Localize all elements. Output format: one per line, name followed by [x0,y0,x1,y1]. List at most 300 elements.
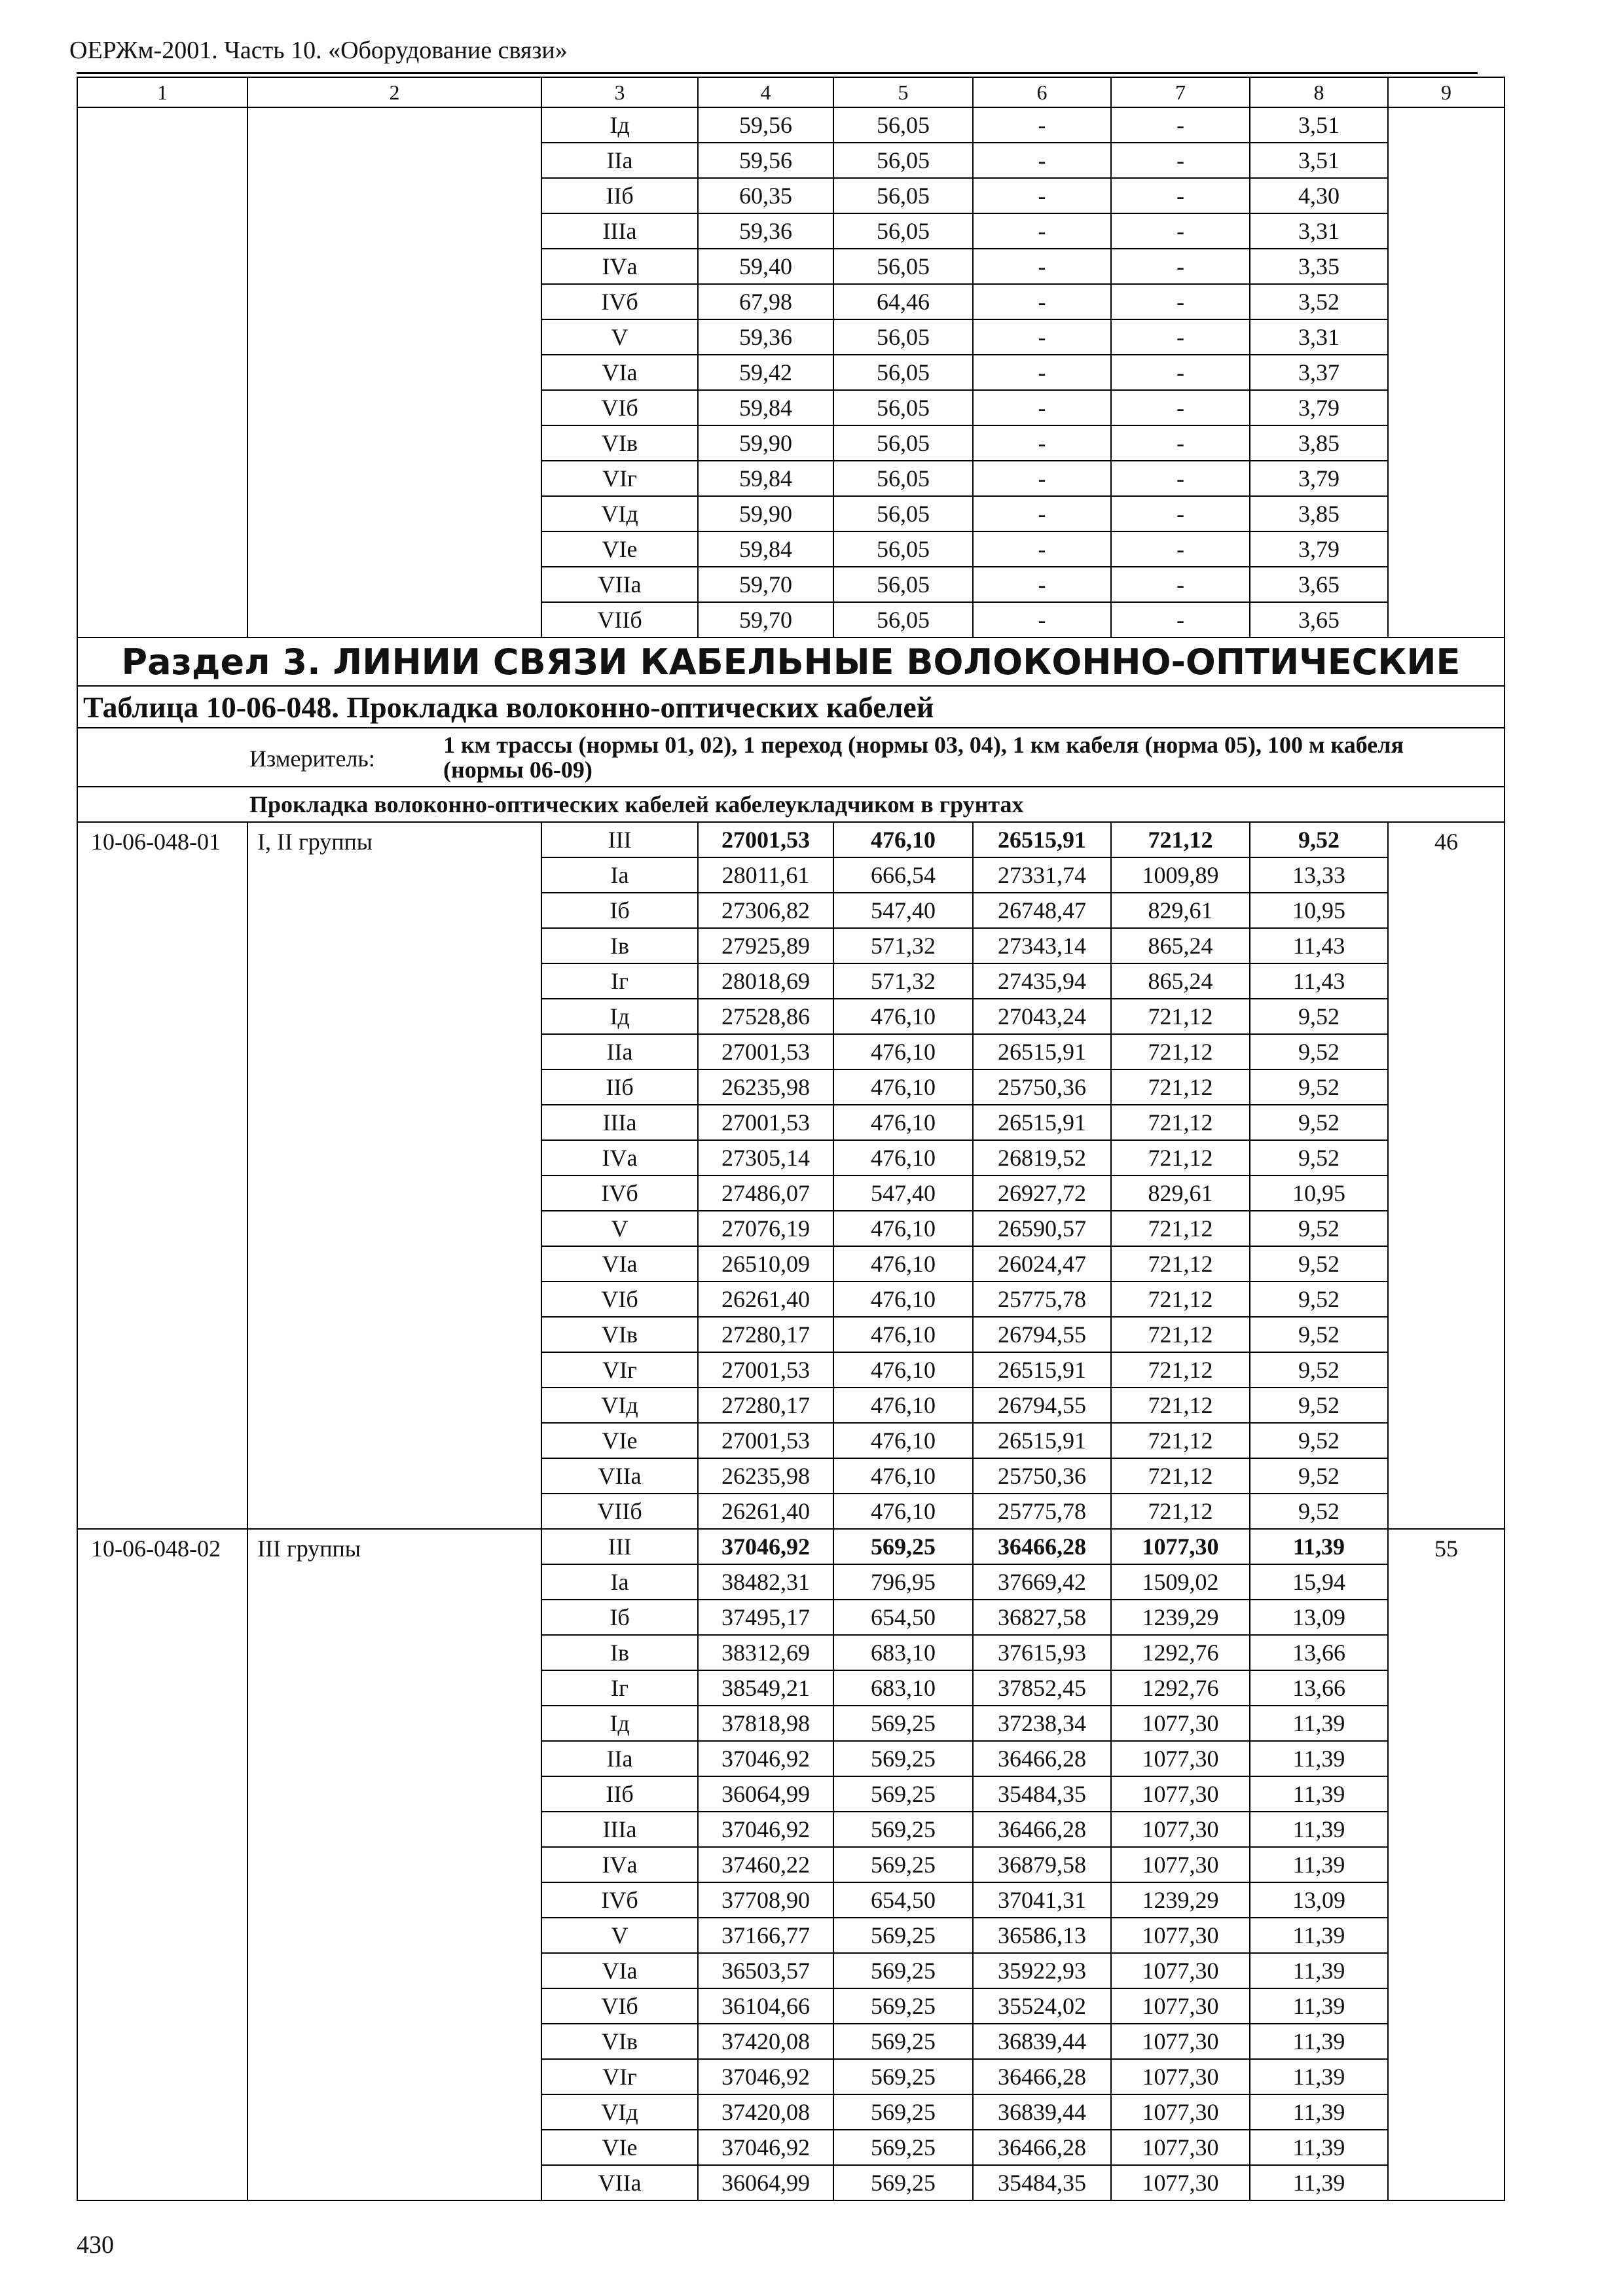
value-cell: 11,39 [1250,1847,1388,1882]
zone-cell: IVа [541,1847,698,1882]
value-cell: 25750,36 [973,1458,1111,1494]
zone-cell: VIв [541,425,698,461]
value-cell: - [1111,496,1250,531]
value-cell: 27001,53 [698,1423,833,1458]
value-cell: 1077,30 [1111,1812,1250,1847]
value-cell: 721,12 [1111,999,1250,1034]
value-cell: 1077,30 [1111,1918,1250,1953]
zone-cell: IIб [541,1776,698,1812]
value-cell: 10,95 [1250,1175,1388,1211]
value-cell: 37495,17 [698,1600,833,1635]
value-cell: 569,25 [833,1847,973,1882]
value-cell: 38549,21 [698,1670,833,1706]
value-cell: 36064,99 [698,2165,833,2200]
value-cell: 476,10 [833,1388,973,1423]
zone-cell: IIа [541,1034,698,1069]
value-cell: - [1111,567,1250,602]
value-cell: 865,24 [1111,963,1250,999]
value-cell: 9,52 [1250,1423,1388,1458]
value-cell: 26261,40 [698,1494,833,1529]
value-cell: 35922,93 [973,1953,1111,1988]
measure-block [78,728,1504,786]
value-cell: 27001,53 [698,1352,833,1388]
top-col9-cell [1388,107,1504,637]
value-cell: 9,52 [1250,1105,1388,1140]
value-cell: 476,10 [833,1352,973,1388]
table-row [77,107,1504,143]
table-row [77,1529,1504,1564]
zone-cell: IIа [541,1741,698,1776]
col9-value: 46 [1388,822,1504,1529]
value-cell: 64,46 [833,284,973,319]
zone-cell: VIг [541,2059,698,2094]
value-cell: 476,10 [833,1105,973,1140]
zone-cell: VIе [541,1423,698,1458]
value-cell: 27043,24 [973,999,1111,1034]
zone-cell: Iг [541,1670,698,1706]
value-cell: 476,10 [833,1458,973,1494]
value-cell: 27076,19 [698,1211,833,1246]
value-cell: 9,52 [1250,822,1388,857]
value-cell: 15,94 [1250,1564,1388,1600]
column-number-6: 6 [973,77,1111,107]
value-cell: 27306,82 [698,893,833,928]
value-cell: 569,25 [833,2094,973,2130]
value-cell: 569,25 [833,1812,973,1847]
value-cell: 721,12 [1111,822,1250,857]
value-cell: 11,39 [1250,2165,1388,2200]
value-cell: 37046,92 [698,2130,833,2165]
value-cell: 26235,98 [698,1069,833,1105]
value-cell: 26261,40 [698,1282,833,1317]
value-cell: - [1111,249,1250,284]
value-cell: 569,25 [833,2059,973,2094]
zone-cell: VIа [541,1953,698,1988]
value-cell: 721,12 [1111,1105,1250,1140]
value-cell: 3,51 [1250,107,1388,143]
value-cell: - [973,284,1111,319]
value-cell: 27001,53 [698,822,833,857]
value-cell: 36827,58 [973,1600,1111,1635]
value-cell: 36839,44 [973,2094,1111,2130]
value-cell: 9,52 [1250,1034,1388,1069]
value-cell: 11,39 [1250,2024,1388,2059]
value-cell: 37041,31 [973,1882,1111,1918]
value-cell: 10,95 [1250,893,1388,928]
value-cell: 37046,92 [698,2059,833,2094]
column-number-1: 1 [77,77,247,107]
rates-table [77,77,1505,2201]
value-cell: 27001,53 [698,1034,833,1069]
value-cell: - [1111,107,1250,143]
value-cell: 569,25 [833,1776,973,1812]
value-cell: 721,12 [1111,1211,1250,1246]
zone-cell: VIе [541,2130,698,2165]
value-cell: 11,39 [1250,1529,1388,1564]
value-cell: 37818,98 [698,1706,833,1741]
column-number-4: 4 [698,77,833,107]
group-name: III группы [247,1529,541,2200]
zone-cell: VIIб [541,602,698,637]
zone-cell: VIг [541,1352,698,1388]
value-cell: 683,10 [833,1635,973,1670]
column-number-2: 2 [247,77,541,107]
zone-cell: VIа [541,1246,698,1282]
value-cell: 26235,98 [698,1458,833,1494]
value-cell: 1239,29 [1111,1600,1250,1635]
value-cell: 683,10 [833,1670,973,1706]
value-cell: - [1111,213,1250,249]
value-cell: 37615,93 [973,1635,1111,1670]
value-cell: 56,05 [833,567,973,602]
zone-cell: Iб [541,1600,698,1635]
value-cell: 59,90 [698,496,833,531]
value-cell: 721,12 [1111,1140,1250,1175]
value-cell: 721,12 [1111,1494,1250,1529]
value-cell: 9,52 [1250,999,1388,1034]
value-cell: 721,12 [1111,1423,1250,1458]
zone-cell: VIд [541,1388,698,1423]
value-cell: 26748,47 [973,893,1111,928]
value-cell: 35524,02 [973,1988,1111,2024]
value-cell: 26510,09 [698,1246,833,1282]
value-cell: 476,10 [833,1423,973,1458]
value-cell: 1009,89 [1111,857,1250,893]
value-cell: 9,52 [1250,1069,1388,1105]
value-cell: 67,98 [698,284,833,319]
value-cell: 38482,31 [698,1564,833,1600]
column-number-9: 9 [1388,77,1504,107]
measure-text: 1 км трассы (нормы 01, 02), 1 переход (нормы 03, 04), 1 км кабеля (норма 05), 100 м кабеля (нормы 06-09) [443,732,1404,783]
value-cell: 9,52 [1250,1246,1388,1282]
header-rule [77,72,1478,74]
value-cell: 27528,86 [698,999,833,1034]
value-cell: 59,84 [698,390,833,425]
value-cell: 476,10 [833,1034,973,1069]
value-cell: 27280,17 [698,1388,833,1423]
value-cell: - [1111,390,1250,425]
value-cell: 59,56 [698,107,833,143]
value-cell: 4,30 [1250,178,1388,213]
value-cell: 27001,53 [698,1105,833,1140]
value-cell: - [973,319,1111,355]
zone-cell: IVб [541,284,698,319]
value-cell: 56,05 [833,461,973,496]
value-cell: 56,05 [833,531,973,567]
value-cell: 9,52 [1250,1317,1388,1352]
value-cell: 11,39 [1250,1776,1388,1812]
value-cell: 36466,28 [973,1741,1111,1776]
zone-cell: VIв [541,2024,698,2059]
value-cell: 1077,30 [1111,1847,1250,1882]
value-cell: 666,54 [833,857,973,893]
value-cell: 9,52 [1250,1352,1388,1388]
group-name: I, II группы [247,822,541,1529]
value-cell: - [1111,319,1250,355]
section-heading: Раздел 3. ЛИНИИ СВЯЗИ КАБЕЛЬНЫЕ ВОЛОКОННО-ОПТИЧЕСКИЕ [77,637,1504,686]
value-cell: 569,25 [833,1953,973,1988]
value-cell: 1077,30 [1111,1988,1250,2024]
value-cell: 569,25 [833,2024,973,2059]
value-cell: 27925,89 [698,928,833,963]
value-cell: 547,40 [833,893,973,928]
value-cell: 37852,45 [973,1670,1111,1706]
value-cell: 56,05 [833,355,973,390]
rate-code: 10-06-048-02 [77,1529,247,2200]
value-cell: 59,42 [698,355,833,390]
value-cell: 1292,76 [1111,1635,1250,1670]
value-cell: 37238,34 [973,1706,1111,1741]
value-cell: 59,70 [698,567,833,602]
value-cell: 476,10 [833,1494,973,1529]
zone-cell: IVа [541,249,698,284]
value-cell: 13,09 [1250,1600,1388,1635]
value-cell: 9,52 [1250,1494,1388,1529]
value-cell: 9,52 [1250,1282,1388,1317]
column-number-8: 8 [1250,77,1388,107]
zone-cell: Iд [541,999,698,1034]
value-cell: 569,25 [833,1988,973,2024]
value-cell: 569,25 [833,1918,973,1953]
zone-cell: VIе [541,531,698,567]
value-cell: 13,33 [1250,857,1388,893]
zone-cell: VIIа [541,1458,698,1494]
value-cell: 11,39 [1250,1706,1388,1741]
value-cell: - [973,461,1111,496]
value-cell: 36466,28 [973,1529,1111,1564]
value-cell: 569,25 [833,1529,973,1564]
value-cell: - [973,107,1111,143]
value-cell: - [973,355,1111,390]
value-cell: 37420,08 [698,2094,833,2130]
value-cell: 3,85 [1250,496,1388,531]
value-cell: 3,51 [1250,143,1388,178]
value-cell: 3,65 [1250,602,1388,637]
value-cell: 9,52 [1250,1458,1388,1494]
value-cell: 3,79 [1250,531,1388,567]
value-cell: 569,25 [833,1706,973,1741]
value-cell: 11,39 [1250,1918,1388,1953]
value-cell: 59,40 [698,249,833,284]
zone-cell: IIIа [541,1105,698,1140]
zone-cell: Iд [541,1706,698,1741]
value-cell: 3,85 [1250,425,1388,461]
value-cell: 11,39 [1250,1812,1388,1847]
value-cell: 36466,28 [973,1812,1111,1847]
value-cell: 476,10 [833,1211,973,1246]
value-cell: 11,43 [1250,928,1388,963]
value-cell: - [973,178,1111,213]
value-cell: 25775,78 [973,1494,1111,1529]
value-cell: 3,37 [1250,355,1388,390]
subtitle-row [77,787,1504,822]
value-cell: 654,50 [833,1600,973,1635]
value-cell: 721,12 [1111,1282,1250,1317]
value-cell: 13,66 [1250,1635,1388,1670]
col9-value: 55 [1388,1529,1504,2200]
value-cell: 1292,76 [1111,1670,1250,1706]
value-cell: 1077,30 [1111,1706,1250,1741]
value-cell: 721,12 [1111,1246,1250,1282]
value-cell: 36064,99 [698,1776,833,1812]
rate-code: 10-06-048-01 [77,822,247,1529]
value-cell: 9,52 [1250,1211,1388,1246]
value-cell: 27343,14 [973,928,1111,963]
zone-cell: IIа [541,143,698,178]
subtitle: Прокладка волоконно-оптических кабелей кабелеукладчиком в грунтах [77,787,1504,822]
value-cell: 59,70 [698,602,833,637]
value-cell: 35484,35 [973,2165,1111,2200]
value-cell: 1077,30 [1111,1529,1250,1564]
value-cell: 27280,17 [698,1317,833,1352]
value-cell: - [1111,461,1250,496]
zone-cell: V [541,1211,698,1246]
page-number: 430 [77,2231,114,2259]
value-cell: 721,12 [1111,1388,1250,1423]
zone-cell: III [541,1529,698,1564]
value-cell: 3,31 [1250,319,1388,355]
value-cell: 25775,78 [973,1282,1111,1317]
value-cell: 36466,28 [973,2130,1111,2165]
value-cell: 569,25 [833,2165,973,2200]
zone-cell: Iв [541,1635,698,1670]
value-cell: 26515,91 [973,1423,1111,1458]
value-cell: 59,84 [698,461,833,496]
value-cell: 11,39 [1250,1741,1388,1776]
value-cell: 27331,74 [973,857,1111,893]
zone-cell: VIа [541,355,698,390]
value-cell: 9,52 [1250,1140,1388,1175]
zone-cell: V [541,1918,698,1953]
zone-cell: IVб [541,1882,698,1918]
value-cell: 476,10 [833,999,973,1034]
zone-cell: V [541,319,698,355]
value-cell: 476,10 [833,1317,973,1352]
value-cell: - [973,567,1111,602]
value-cell: - [973,143,1111,178]
value-cell: 56,05 [833,249,973,284]
value-cell: 37046,92 [698,1529,833,1564]
value-cell: 1077,30 [1111,1741,1250,1776]
value-cell: - [1111,355,1250,390]
value-cell: 28018,69 [698,963,833,999]
value-cell: 26927,72 [973,1175,1111,1211]
value-cell: 829,61 [1111,1175,1250,1211]
value-cell: 26819,52 [973,1140,1111,1175]
value-cell: 3,31 [1250,213,1388,249]
top-group-cell [247,107,541,637]
zone-cell: VIб [541,1988,698,2024]
value-cell: 11,43 [1250,963,1388,999]
value-cell: 26024,47 [973,1246,1111,1282]
value-cell: 865,24 [1111,928,1250,963]
value-cell: 56,05 [833,496,973,531]
zone-cell: VIг [541,461,698,496]
value-cell: 26794,55 [973,1388,1111,1423]
value-cell: 59,56 [698,143,833,178]
column-number-3: 3 [541,77,698,107]
value-cell: 37420,08 [698,2024,833,2059]
running-header: ОЕРЖм-2001. Часть 10. «Оборудование связи» [69,37,568,64]
value-cell: 36503,57 [698,1953,833,1988]
value-cell: 56,05 [833,602,973,637]
zone-cell: Iа [541,857,698,893]
value-cell: 1509,02 [1111,1564,1250,1600]
zone-cell: VIд [541,496,698,531]
value-cell: 27486,07 [698,1175,833,1211]
value-cell: 476,10 [833,1246,973,1282]
value-cell: 721,12 [1111,1069,1250,1105]
value-cell: 28011,61 [698,857,833,893]
value-cell: 59,84 [698,531,833,567]
column-number-row [77,77,1504,107]
value-cell: 26515,91 [973,1105,1111,1140]
zone-cell: IIб [541,1069,698,1105]
value-cell: 1077,30 [1111,2059,1250,2094]
value-cell: 25750,36 [973,1069,1111,1105]
section-heading-row [77,637,1504,686]
value-cell: 59,36 [698,213,833,249]
value-cell: 9,52 [1250,1388,1388,1423]
value-cell: 1239,29 [1111,1882,1250,1918]
value-cell: 37708,90 [698,1882,833,1918]
value-cell: - [1111,602,1250,637]
value-cell: 26590,57 [973,1211,1111,1246]
value-cell: - [1111,143,1250,178]
value-cell: 11,39 [1250,2059,1388,2094]
value-cell: 547,40 [833,1175,973,1211]
value-cell: 59,90 [698,425,833,461]
value-cell: - [1111,178,1250,213]
value-cell: 36839,44 [973,2024,1111,2059]
zone-cell: Iа [541,1564,698,1600]
zone-cell: VIд [541,2094,698,2130]
value-cell: 3,65 [1250,567,1388,602]
value-cell: 721,12 [1111,1352,1250,1388]
value-cell: 721,12 [1111,1458,1250,1494]
value-cell: 38312,69 [698,1635,833,1670]
value-cell: 56,05 [833,178,973,213]
value-cell: 571,32 [833,928,973,963]
column-number-5: 5 [833,77,973,107]
value-cell: 796,95 [833,1564,973,1600]
value-cell: 37046,92 [698,1741,833,1776]
value-cell: 26515,91 [973,822,1111,857]
value-cell: - [973,496,1111,531]
value-cell: 27435,94 [973,963,1111,999]
value-cell: 13,66 [1250,1670,1388,1706]
zone-cell: VIб [541,390,698,425]
zone-cell: IIб [541,178,698,213]
value-cell: 60,35 [698,178,833,213]
zone-cell: IIIа [541,1812,698,1847]
value-cell: - [973,531,1111,567]
table-title: Таблица 10-06-048. Прокладка волоконно-оптических кабелей [77,686,1504,728]
table-title-row [77,686,1504,728]
value-cell: - [973,425,1111,461]
value-cell: - [973,390,1111,425]
value-cell: 56,05 [833,319,973,355]
zone-cell: IIIа [541,213,698,249]
value-cell: 37046,92 [698,1812,833,1847]
value-cell: 1077,30 [1111,1953,1250,1988]
zone-cell: VIв [541,1317,698,1352]
value-cell: 1077,30 [1111,2130,1250,2165]
value-cell: 36104,66 [698,1988,833,2024]
value-cell: - [1111,284,1250,319]
value-cell: - [973,249,1111,284]
measure-cell [77,728,1504,787]
